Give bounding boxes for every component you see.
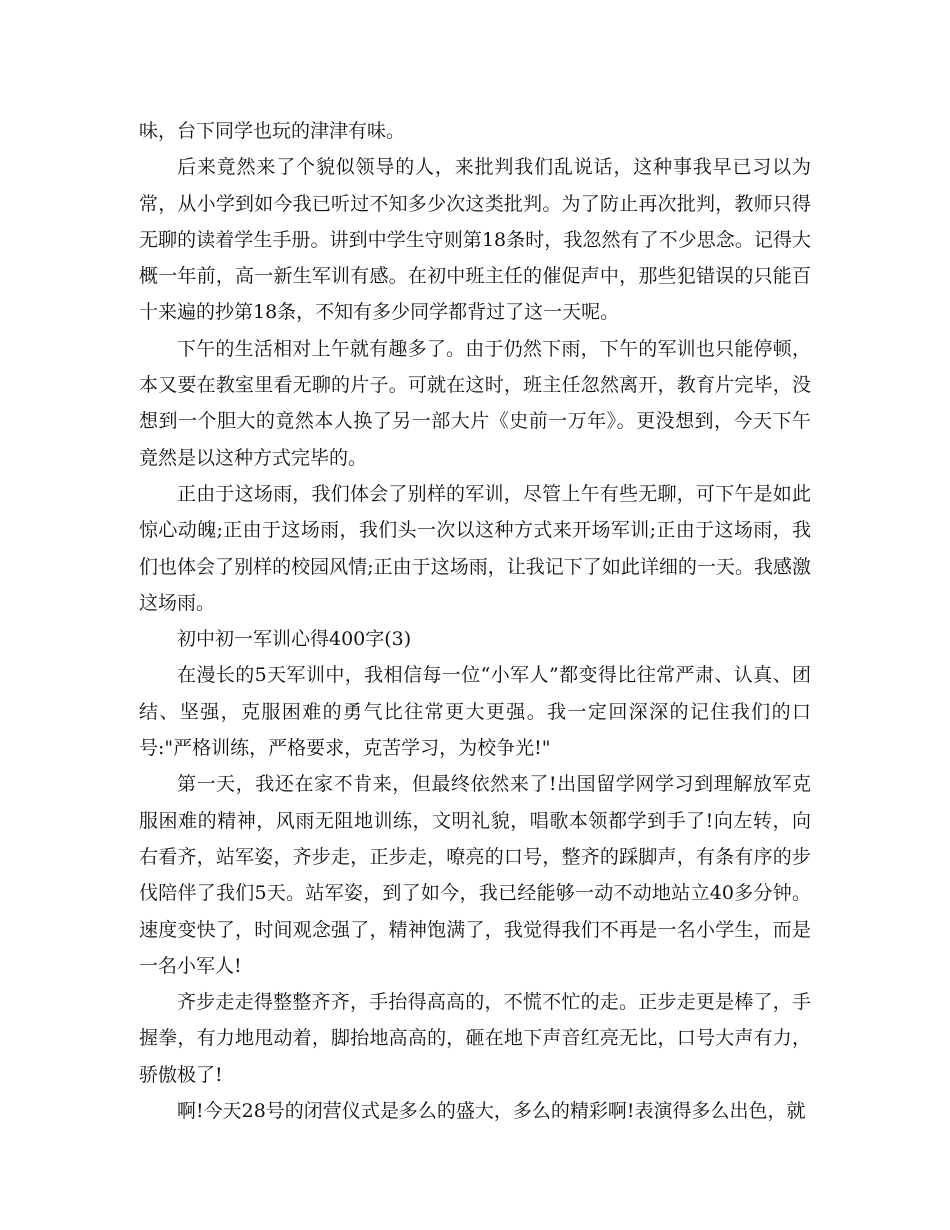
paragraph-continuation: 味，台下同学也玩的津津有味。 [139,120,406,142]
paragraph: 后来竟然来了个貌似领导的人，来批判我们乱说话，这种事我早已习以为常，从小学到如今我已听过不知多少次这类批判。为了防止再次批判，教师只得无聊的读着学生手册。讲到中学生守则第18条时，我忽然有了不少思念。记得大概一年前，高一新生军训有感。在初中班主任的催促声中，那些犯错误的只能百十来遍的抄第18条，不知有多少同学都背过了这一天呢。 [139,156,811,324]
paragraph: 齐步走走得整整齐齐，手抬得高高的，不慌不忙的走。正步走更是棒了，手握拳，有力地甩动着，脚抬地高高的，砸在地下声音红亮无比，口号大声有力，骄傲极了! [139,991,811,1086]
paragraph: 正由于这场雨，我们体会了别样的军训，尽管上午有些无聊，可下午是如此惊心动魄;正由于这场雨，我们头一次以这种方式来开场军训;正由于这场雨，我们也体会了别样的校园风情;正由于这场雨，让我记下了如此详细的一天。我感激这场雨。 [139,482,811,614]
paragraph: 下午的生活相对上午就有趣多了。由于仍然下雨，下午的军训也只能停顿，本又要在教室里看无聊的片子。可就在这时，班主任忽然离开，教育片完毕，没想到一个胆大的竟然本人换了另一部大片《史前一万年》。更没想到，今天下午竟然是以这种方式完毕的。 [139,337,811,469]
section-heading: 初中初一军训心得400字(3) [177,628,412,651]
document-body [139,113,811,1129]
paragraph: 在漫长的5天军训中，我相信每一位“小军人”都变得比往常严肃、认真、团结、坚强，克服困难的勇气比往常更大更强。我一定回深深的记住我们的口号:"严格训练，严格要求，克苦学习，为校争光!" [139,664,811,760]
paragraph: 啊!今天28号的闭营仪式是多么的盛大，多么的精彩啊!表演得多么出色，就 [177,1100,806,1123]
paragraph: 第一天，我还在家不肯来，但最终依然来了!出国留学网学习到理解放军克服困难的精神，风雨无阻地训练，文明礼貌，唱歌本领都学到手了!向左转，向右看齐，站军姿，齐步走，正步走，嘹亮的口号，整齐的踩脚声，有条有序的步伐陪伴了我们5天。站军姿，到了如今，我已经能够一动不动地站立40多分钟。速度变快了，时间观念强了，精神饱满了，我觉得我们不再是一名小学生，而是一名小军人! [139,773,811,977]
